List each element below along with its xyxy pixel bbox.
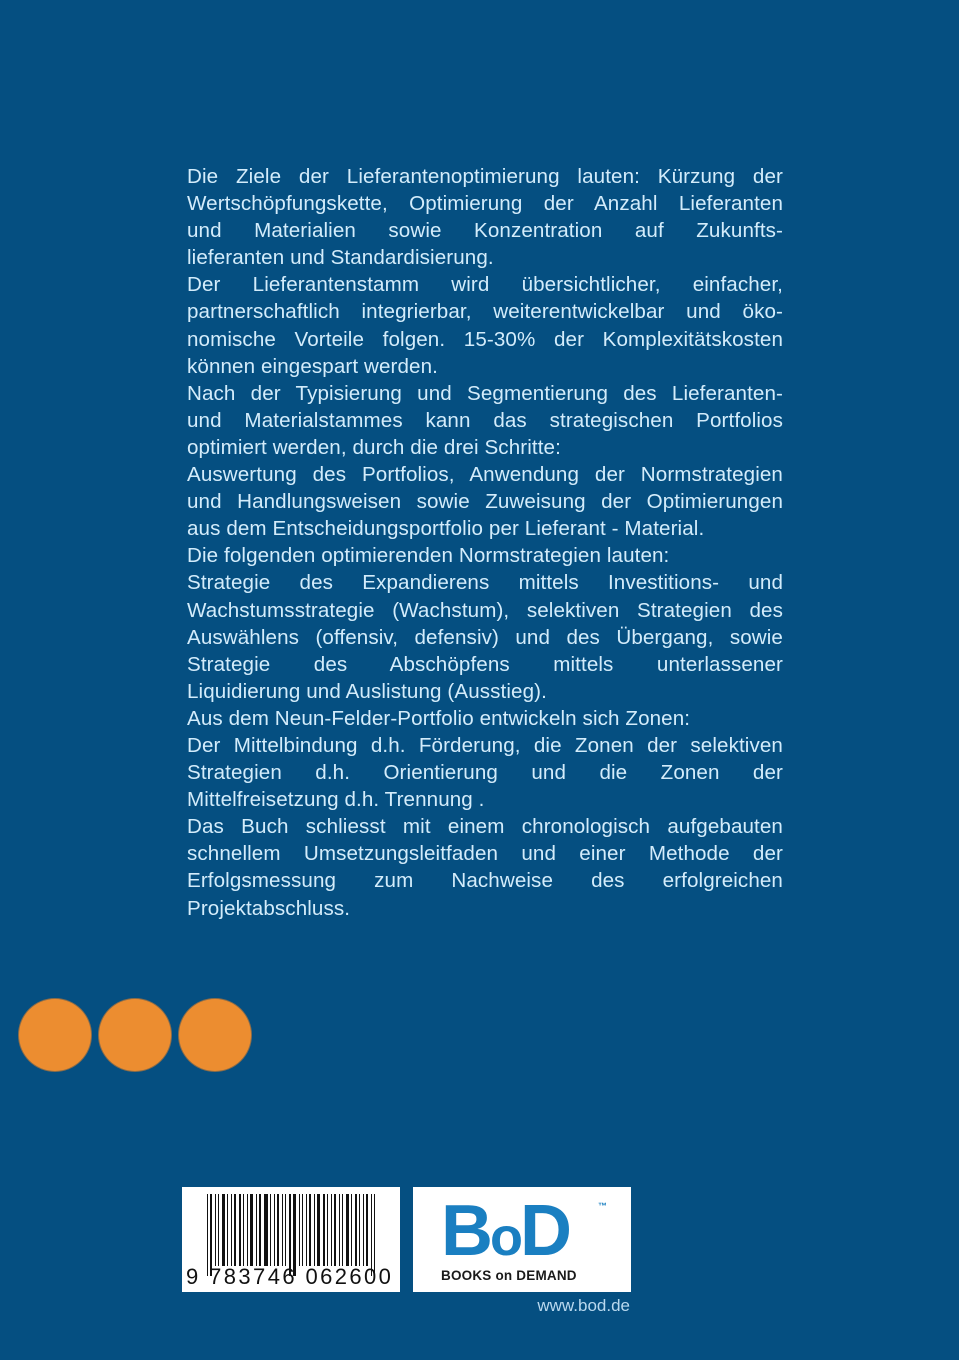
barcode-bar — [339, 1194, 340, 1266]
blurb-line: können eingespart werden. — [187, 354, 438, 378]
blurb-line: nomische Vorteile folgen. 15-30% der Komplexitätskosten — [187, 327, 783, 351]
barcode-bar — [282, 1194, 283, 1266]
barcode-bar — [231, 1194, 232, 1266]
barcode-bar — [355, 1194, 357, 1266]
publisher-tagline: BOOKS on DEMAND — [441, 1268, 577, 1283]
back-cover-blurb — [187, 163, 783, 922]
isbn-number: 9 783746 062600 — [186, 1264, 394, 1289]
blurb-line: aus dem Entscheidungsportfolio per Lieferant - Material. — [187, 517, 705, 541]
orange-circle-icon — [19, 999, 91, 1071]
blurb-line: Die Ziele der Lieferantenoptimierung lauten: Kürzung der — [187, 165, 783, 188]
barcode-bar — [302, 1194, 303, 1266]
barcode-bar — [327, 1194, 328, 1266]
barcode-bar — [334, 1194, 336, 1266]
blurb-line: Wertschöpfungskette, Optimierung der Anzahl Lieferanten — [187, 192, 783, 216]
barcode-bar — [277, 1194, 279, 1266]
blurb-line: Strategien d.h. Orientierung und die Zonen der — [187, 761, 783, 785]
barcode-bar — [247, 1194, 248, 1266]
barcode-bar — [215, 1194, 216, 1266]
blurb-line: Die folgenden optimierenden Normstrategien lauten: — [187, 544, 670, 568]
barcode-bar — [243, 1194, 244, 1266]
barcode-bar — [351, 1194, 352, 1266]
barcode-bar — [317, 1194, 320, 1266]
barcode-bar — [222, 1194, 225, 1266]
blurb-line: und Handlungsweisen sowie Zuweisung der Optimierungen — [187, 490, 783, 514]
barcode-bar — [239, 1194, 241, 1266]
barcode-bar — [306, 1194, 307, 1266]
blurb-line: Das Buch schliesst mit einem chronologisch aufgebauten — [187, 815, 783, 839]
blurb-line: Aus dem Neun-Felder-Portfolio entwickeln sich Zonen: — [187, 706, 691, 730]
barcode-bar — [259, 1194, 261, 1266]
barcode-bar — [264, 1194, 268, 1266]
barcode-bar — [323, 1194, 325, 1266]
barcode-bar — [346, 1194, 349, 1266]
blurb-line: Strategie des Expandierens mittels Investitions- und — [187, 571, 783, 595]
blurb-line: Strategie des Abschöpfens mittels unterlassener — [187, 652, 783, 676]
bod-logo: BoD — [441, 1191, 569, 1271]
barcode-bar — [314, 1194, 315, 1266]
barcode-bar — [250, 1194, 253, 1266]
blurb-line: Mittelfreisetzung d.h. Trennung . — [187, 788, 485, 812]
barcode-bar — [234, 1194, 236, 1266]
blurb-line: Projektabschluss. — [187, 896, 351, 920]
blurb-line: Nach der Typisierung und Segmentierung des Lieferanten- — [187, 381, 783, 405]
blurb-line: lieferanten und Standardisierung. — [187, 246, 494, 270]
barcode-bar — [309, 1194, 311, 1266]
barcode-bar — [299, 1194, 300, 1266]
publisher-logo-box — [413, 1187, 631, 1292]
blurb-line: partnerschaftlich integrierbar, weiterentwickelbar und öko- — [187, 300, 783, 324]
barcode-bar — [285, 1194, 286, 1266]
barcode-bar — [342, 1194, 343, 1266]
blurb-line: Auswertung des Portfolios, Anwendung der Normstrategien — [187, 463, 783, 487]
blurb-line: und Materialien sowie Konzentration auf Zukunfts- — [187, 219, 783, 243]
barcode-bar — [363, 1194, 364, 1266]
blurb-line: und Materialstammes kann das strategischen Portfolios — [187, 408, 783, 432]
barcode-bar — [270, 1194, 271, 1266]
barcode-bar — [227, 1194, 228, 1266]
barcode-bar — [359, 1194, 360, 1266]
publisher-url[interactable]: www.bod.de — [537, 1296, 630, 1315]
blurb-line: optimiert werden, durch die drei Schritte: — [187, 435, 561, 459]
barcode-bar — [218, 1194, 219, 1266]
orange-circle-icon — [99, 999, 171, 1071]
trademark-symbol: ™ — [598, 1201, 607, 1211]
blurb-line: schnellem Umsetzungsleitfaden und einer Methode der — [187, 842, 783, 866]
blurb-line: Auswählens (offensiv, defensiv) und des Übergang, sowie — [187, 625, 783, 649]
barcode-bar — [366, 1194, 368, 1266]
barcode-bar — [256, 1194, 257, 1266]
blurb-line: Der Lieferantenstamm wird übersichtlicher, einfacher, — [187, 273, 783, 297]
barcode-bar — [274, 1194, 275, 1266]
blurb-line: Der Mittelbindung d.h. Förderung, die Zonen der selektiven — [187, 733, 783, 757]
barcode-bar — [331, 1194, 332, 1266]
blurb-line: Liquidierung und Auslistung (Ausstieg). — [187, 679, 547, 703]
blurb-line: Erfolgsmessung zum Nachweise des erfolgreichen — [187, 869, 783, 893]
isbn-barcode — [182, 1187, 400, 1292]
orange-circle-icon — [179, 999, 251, 1071]
blurb-line: Wachstumsstrategie (Wachstum), selektiven Strategien des — [187, 598, 783, 622]
barcode-bars — [207, 1194, 390, 1266]
